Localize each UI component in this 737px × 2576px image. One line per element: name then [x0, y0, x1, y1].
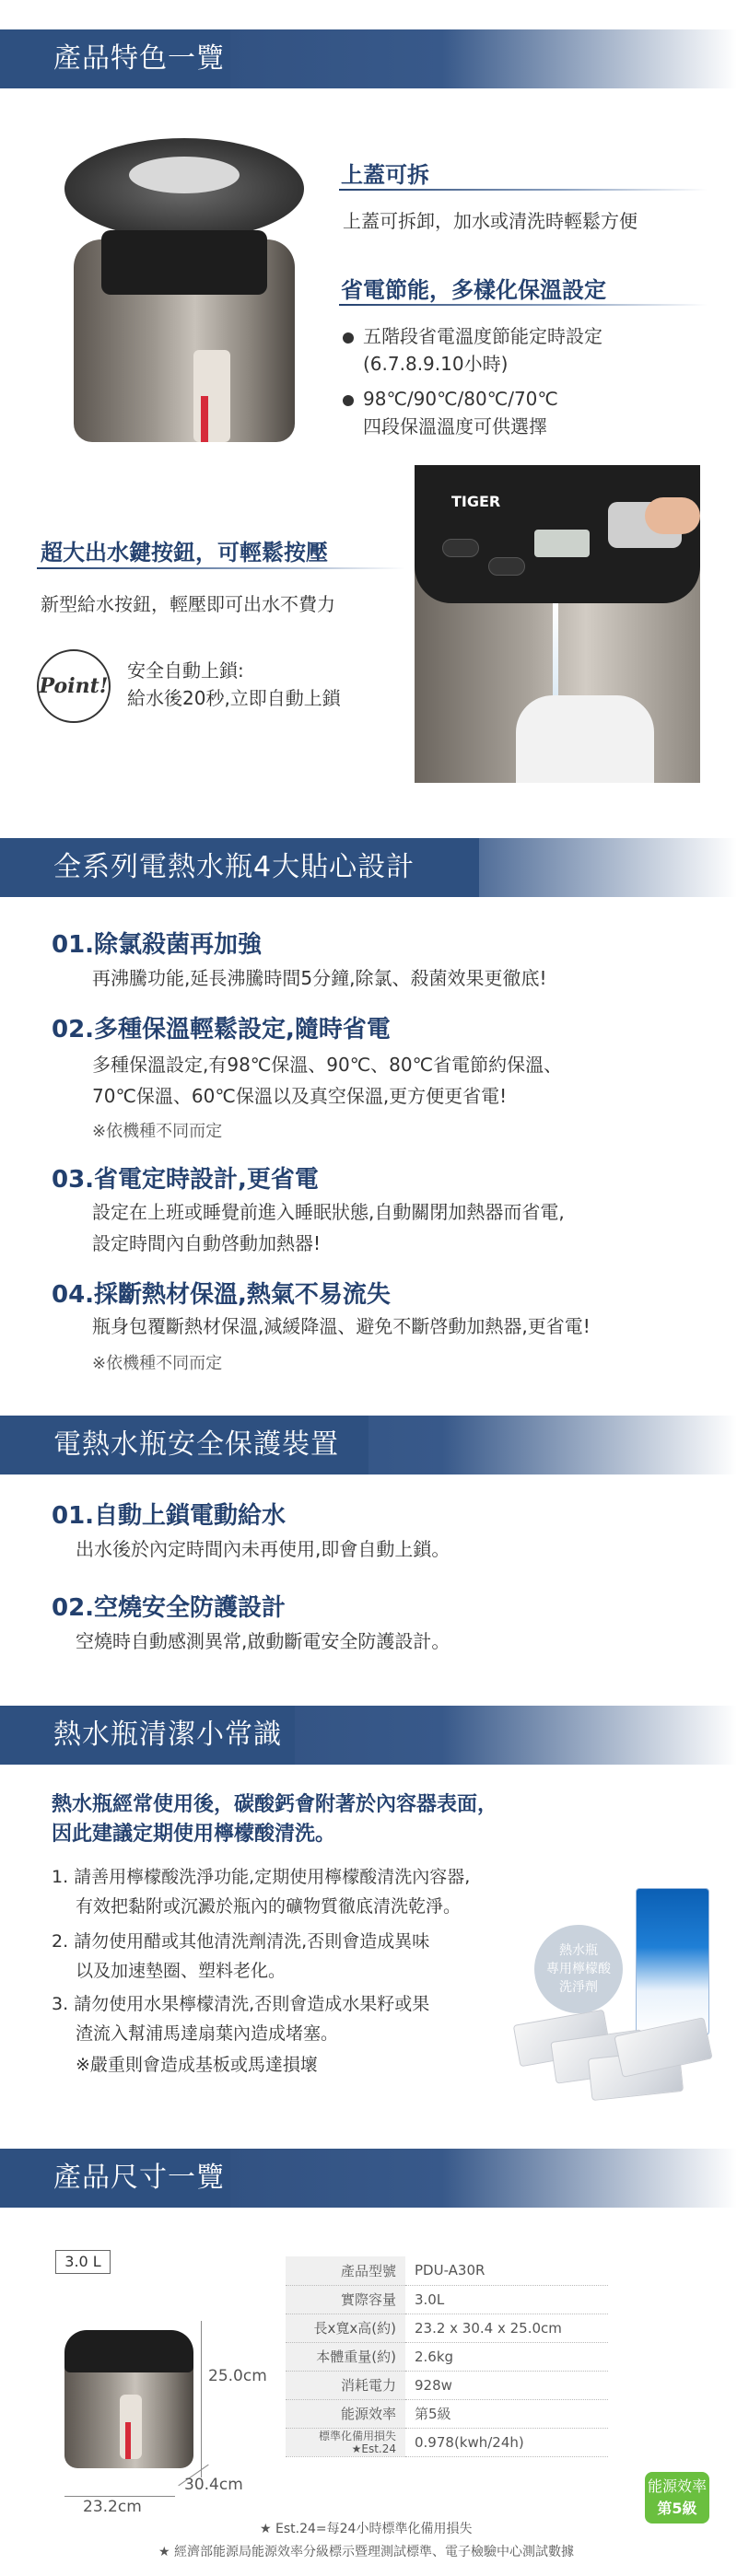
cleaning-item-1-line-1: 1. 請善用檸檬酸洗淨功能,定期使用檸檬酸清洗內容器, — [52, 1867, 471, 1887]
lid-heading: 上蓋可拆 — [341, 162, 429, 188]
table-row: 長x寬x高(約) 23.2 x 30.4 x 25.0cm — [286, 2314, 608, 2342]
series-item-3-text-2: 設定時間內自動啓動加熱器! — [92, 1232, 322, 1254]
bullet-dot — [343, 332, 354, 344]
series-item-2-text-2: 70℃保溫、60℃保溫以及真空保溫,更方便更省電! — [92, 1085, 508, 1107]
energy-bullet-1-detail: (6.7.8.9.10小時) — [363, 353, 509, 375]
features-section-header — [0, 29, 737, 88]
cleaning-item-3-line-2: 渣流入幫浦馬達扇葉內造成堵塞。 — [76, 2023, 339, 2044]
height-dimension-line — [201, 2321, 202, 2477]
section-title: 產品尺寸一覽 — [53, 2162, 225, 2194]
point-badge: Point! — [37, 649, 111, 723]
series-item-3-title: 03.省電定時設計,更省電 — [52, 1166, 319, 1194]
energy-bullet-2: 98℃/90℃/80℃/70℃ — [343, 385, 558, 413]
section-title: 全系列電熱水瓶4大貼心設計 — [53, 851, 415, 883]
cleaning-warning: ※嚴重則會造成基板或馬達損壞 — [76, 2055, 318, 2075]
cleaning-intro-1: 熱水瓶經常使用後，碳酸鈣會附著於內容器表面， — [52, 1793, 498, 1816]
citric-acid-badge: 熱水瓶 專用檸檬酸 洗淨劑 — [534, 1925, 623, 2013]
safety-item-2-text: 空燒時自動感測異常,啟動斷電安全防護設計。 — [76, 1630, 450, 1652]
lid-text: 上蓋可拆卸，加水或清洗時輕鬆方便 — [343, 210, 638, 232]
cleaning-intro-2: 因此建議定期使用檸檬酸清洗。 — [52, 1823, 336, 1846]
series-item-4-text: 瓶身包覆斷熱材保溫,減緩降溫、避免不斷啓動加熱器,更省電! — [92, 1315, 591, 1337]
section-title: 產品特色一覽 — [53, 42, 225, 75]
footnote-test-standard: ★ 經濟部能源局能源效率分級標示暨理測試標準、電子檢驗中心測試數據 — [158, 2545, 574, 2559]
spec-table — [286, 2256, 608, 2457]
thermos-front-image — [55, 2321, 203, 2468]
dispense-button-closeup-image — [415, 465, 700, 783]
button-underline — [37, 567, 405, 569]
series-item-4-title: 04.採斷熱材保溫,熱氣不易流失 — [52, 1281, 391, 1309]
cleaning-item-2-line-1: 2. 請勿使用醋或其他清洗劑清洗,否則會造成異味 — [52, 1931, 430, 1952]
button-heading: 超大出水鍵按鈕，可輕鬆按壓 — [41, 540, 328, 565]
series-item-1-text: 再沸騰功能,延長沸騰時間5分鐘,除氯、殺菌效果更徹底! — [92, 967, 547, 989]
section-title: 熱水瓶清潔小常識 — [53, 1719, 282, 1751]
height-label: 25.0cm — [208, 2367, 267, 2385]
width-dimension-line — [64, 2496, 175, 2497]
safety-item-2-title: 02.空燒安全防護設計 — [52, 1594, 287, 1622]
section-title: 電熱水瓶安全保護裝置 — [53, 1428, 339, 1461]
dimensions-section-header — [0, 2149, 737, 2208]
energy-bullet-1: 五階段省電溫度節能定時設定 — [343, 322, 602, 350]
table-row: 產品型號 PDU-A30R — [286, 2256, 608, 2285]
bullet-dot — [343, 395, 354, 406]
footnote-est24: ★ Est.24=每24小時標準化備用損失 — [260, 2522, 473, 2536]
series-item-3-text-1: 設定在上班或睡覺前進入睡眠狀態,自動關閉加熱器而省電, — [92, 1201, 565, 1223]
lid-underline — [339, 189, 708, 191]
energy-bullet-2-detail: 四段保溫溫度可供選擇 — [363, 415, 547, 437]
table-row: 消耗電力 928w — [286, 2371, 608, 2399]
series-item-2-title: 02.多種保溫輕鬆設定,隨時省電 — [52, 1016, 391, 1043]
table-row: 本體重量(約) 2.6kg — [286, 2342, 608, 2371]
series-item-2-note: ※依機種不同而定 — [92, 1122, 223, 1141]
safety-section-header — [0, 1416, 737, 1474]
safety-item-1-text: 出水後於內定時間內未再使用,即會自動上鎖。 — [76, 1538, 450, 1560]
capacity-tag: 3.0 L — [55, 2250, 111, 2274]
cleaning-item-1-line-2: 有效把黏附或沉澱於瓶內的礦物質徹底清洗乾淨。 — [76, 1896, 462, 1917]
energy-efficiency-badge: 能源效率 第5級 — [645, 2472, 709, 2524]
thermos-lid-open-image — [55, 138, 313, 433]
series-item-4-note: ※依機種不同而定 — [92, 1354, 223, 1373]
series-section-header — [0, 838, 737, 897]
table-row: 實際容量 3.0L — [286, 2285, 608, 2314]
cleaning-item-3-line-1: 3. 請勿使用水果檸檬清洗,否則會造成水果籽或果 — [52, 1994, 430, 2014]
energy-underline — [339, 304, 708, 306]
cleaning-section-header — [0, 1706, 737, 1765]
cleaning-item-2-line-2: 以及加速墊圈、塑料老化。 — [76, 1961, 287, 1981]
point-line-2: 給水後20秒,立即自動上鎖 — [127, 687, 341, 709]
energy-heading: 省電節能，多樣化保溫設定 — [341, 277, 606, 303]
point-line-1: 安全自動上鎖: — [127, 659, 244, 682]
table-row: 標準化備用損失 ★Est.24 0.978(kwh/24h) — [286, 2428, 608, 2456]
citric-acid-cleaner-image — [497, 1888, 719, 2118]
button-text: 新型給水按鈕，輕壓即可出水不費力 — [41, 593, 335, 615]
panel-brand-text: TIGER — [451, 493, 501, 510]
depth-label: 30.4cm — [184, 2476, 243, 2494]
safety-item-1-title: 01.自動上鎖電動給水 — [52, 1502, 287, 1530]
series-item-1-title: 01.除氯殺菌再加強 — [52, 931, 263, 959]
width-label: 23.2cm — [83, 2498, 142, 2516]
series-item-2-text-1: 多種保溫設定,有98℃保溫、90℃、80℃省電節約保溫、 — [92, 1054, 563, 1076]
table-row: 能源效率 第5級 — [286, 2399, 608, 2428]
